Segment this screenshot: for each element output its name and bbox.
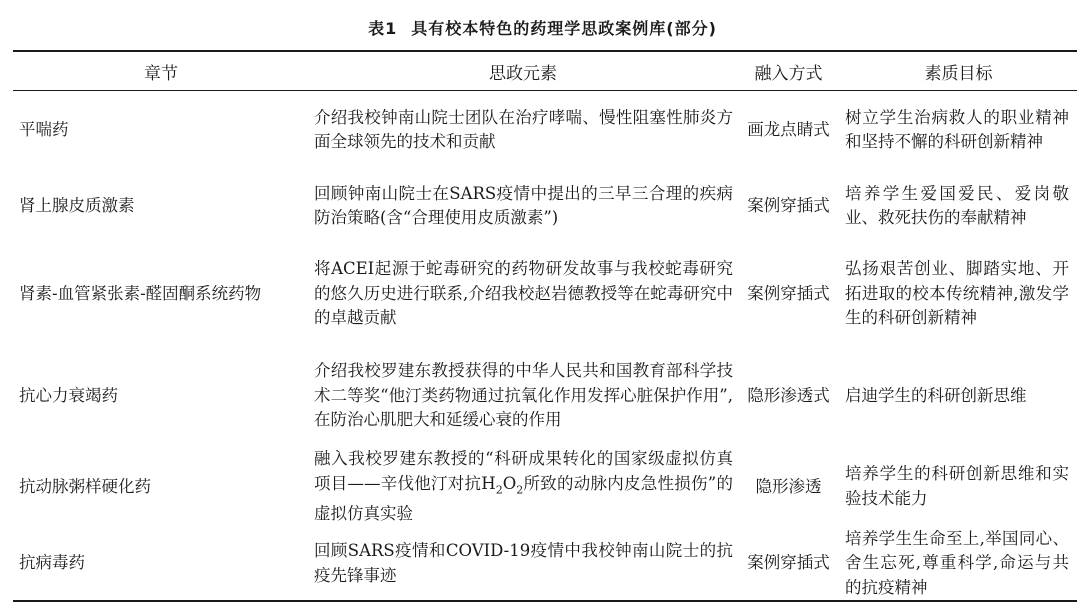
method-cell: 案例穿插式 xyxy=(747,553,830,573)
chapter-cell: 肾素-血管紧张素-醛固酮系统药物 xyxy=(19,283,262,303)
chapter-cell: 抗动脉粥样硬化药 xyxy=(19,476,151,496)
header-chapter: 章节 xyxy=(13,51,309,91)
chapter-cell: 肾上腺皮质激素 xyxy=(19,195,135,215)
element-cell: 介绍我校钟南山院士团队在治疗哮喘、慢性阻塞性肺炎方面全球领先的技术和贡献 xyxy=(314,107,733,151)
chapter-cell: 抗心力衰竭药 xyxy=(19,385,118,405)
chapter-cell: 平喘药 xyxy=(19,119,69,139)
chapter-cell: 抗病毒药 xyxy=(19,553,85,573)
method-cell: 案例穿插式 xyxy=(747,195,830,215)
case-table xyxy=(13,50,1077,602)
method-cell: 画龙点睛式 xyxy=(747,119,830,139)
table-row xyxy=(13,345,1077,447)
header-row xyxy=(13,51,1077,91)
goal-cell: 培养学生的科研创新思维和实验技术能力 xyxy=(845,464,1069,508)
table-title: 具有校本特色的药理学思政案例库(部分) xyxy=(411,19,717,38)
method-cell: 隐形渗透式 xyxy=(747,385,830,405)
element-cell: 回顾SARS疫情和COVID-19疫情中我校钟南山院士的抗疫先锋事迹 xyxy=(314,541,733,585)
method-cell: 隐形渗透 xyxy=(755,476,822,496)
table-row xyxy=(13,447,1077,527)
header-element: 思政元素 xyxy=(309,51,737,91)
goal-cell: 树立学生治病救人的职业精神和坚持不懈的科研创新精神 xyxy=(845,107,1069,151)
element-cell: 融入我校罗建东教授的“科研成果转化的国家级虚拟仿真项目——辛伐他汀对抗$H_2O_2$所致的动脉内皮急性损伤”的虚拟仿真实验 xyxy=(314,449,734,524)
goal-cell: 启迪学生的科研创新思维 xyxy=(845,385,1027,405)
table-row xyxy=(13,91,1077,170)
element-cell: 介绍我校罗建东教授获得的中华人民共和国教育部科学技术二等奖“他汀类药物通过抗氧化作用发挥心脏保护作用”,在防治心肌肥大和延缓心衰的作用 xyxy=(314,361,733,430)
goal-cell: 弘扬艰苦创业、脚踏实地、开拓进取的校本传统精神,激发学生的科研创新精神 xyxy=(845,259,1069,328)
table-row xyxy=(13,243,1077,345)
table-number: 表1 xyxy=(368,19,398,38)
element-cell: 回顾钟南山院士在SARS疫情中提出的三早三合理的疾病防治策略(含“合理使用皮质激素”) xyxy=(314,183,733,227)
table-row xyxy=(13,527,1077,602)
element-cell: 将ACEI起源于蛇毒研究的药物研发故事与我校蛇毒研究的悠久历史进行联系,介绍我校赵岩德教授等在蛇毒研究中的卓越贡献 xyxy=(314,259,733,328)
header-method: 融入方式 xyxy=(737,51,840,91)
method-cell: 案例穿插式 xyxy=(747,283,830,303)
header-goal: 素质目标 xyxy=(840,51,1077,91)
table-caption xyxy=(0,16,1085,39)
table-row xyxy=(13,169,1077,243)
goal-cell: 培养学生爱国爱民、爱岗敬业、救死扶伤的奉献精神 xyxy=(845,183,1069,227)
goal-cell: 培养学生生命至上,举国同心、舍生忘死,尊重科学,命运与共的抗疫精神 xyxy=(845,528,1069,597)
